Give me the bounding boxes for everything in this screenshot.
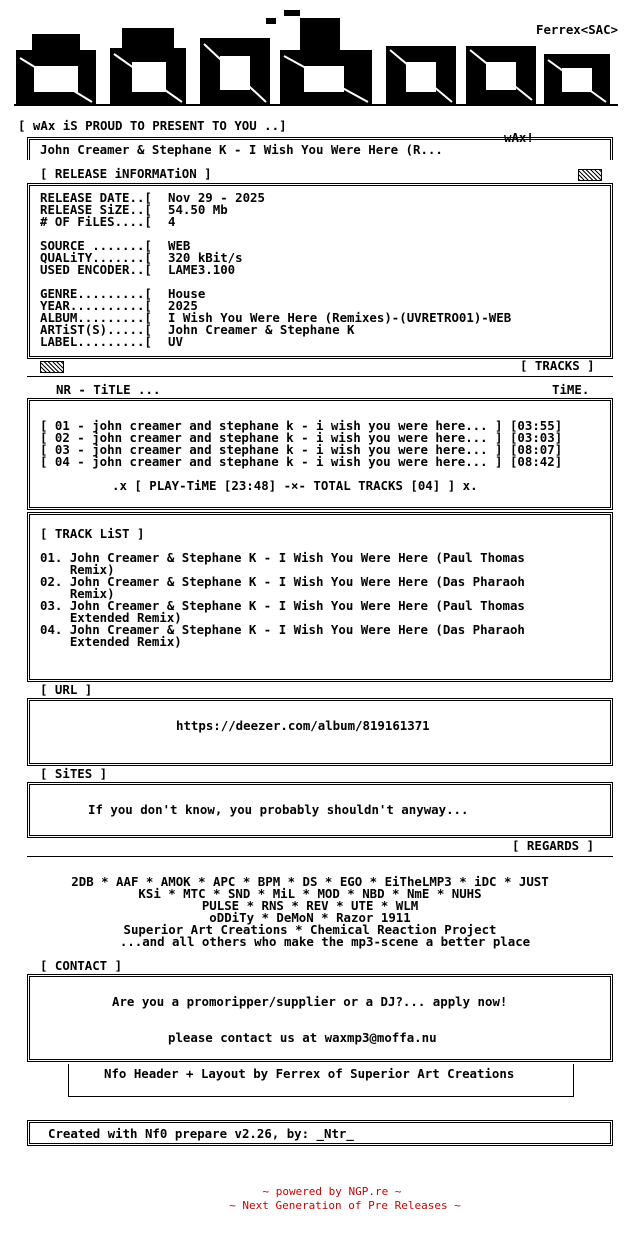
url-heading: [ URL ]: [40, 682, 93, 697]
contact-heading: [ CONTACT ]: [40, 958, 123, 973]
label-label: LABEL.........[: [40, 334, 152, 349]
regards-line: KSi * MTC * SND * MiL * MOD * NBD * NmE * NUHS: [138, 886, 482, 901]
tracklist-heading: [ TRACK LiST ]: [40, 526, 145, 541]
sites-heading: [ SiTES ]: [40, 766, 108, 781]
year-value: 2025: [168, 298, 198, 313]
album-label: ALBUM.........[: [40, 310, 152, 325]
artist-value: John Creamer & Stephane K: [168, 322, 355, 337]
shade-block: [40, 361, 64, 373]
author-tag: Ferrex<SAC>: [536, 22, 619, 37]
tracks-heading: [ TRACKS ]: [520, 358, 595, 373]
source-label: SOURCE .......[: [40, 238, 152, 253]
tracklist-item: 02. John Creamer & Stephane K - I Wish You Were Here (Das Pharaoh: [40, 574, 525, 589]
wax-ascii-logo: [14, 10, 618, 120]
genre-label: GENRE.........[: [40, 286, 152, 301]
tracklist-item: 04. John Creamer & Stephane K - I Wish You Were Here (Das Pharaoh: [40, 622, 525, 637]
label-value: UV: [168, 334, 183, 349]
tracks-summary: .x [ PLAY-TiME [23:48] -×- TOTAL TRACKS [04] ] x.: [112, 478, 478, 493]
contact-line-2: please contact us at waxmp3@moffa.nu: [168, 1030, 437, 1045]
col-time: TiME.: [552, 382, 590, 397]
source-value: WEB: [168, 238, 191, 253]
year-label: YEAR..........[: [40, 298, 152, 313]
regards-line: ...and all others who make the mp3-scene a better place: [119, 934, 531, 949]
tracklist-item-cont: Extended Remix): [40, 634, 182, 649]
tracklist-item: 03. John Creamer & Stephane K - I Wish You Were Here (Paul Thomas: [40, 598, 525, 613]
encoder-value: LAME3.100: [168, 262, 236, 277]
genre-value: House: [168, 286, 206, 301]
release-date-value: Nov 29 - 2025: [168, 190, 265, 205]
regards-line: PULSE * RNS * REV * UTE * WLM: [201, 898, 419, 913]
sites-text: If you don't know, you probably shouldn't anyway...: [88, 802, 469, 817]
release-date-label: RELEASE DATE..[: [40, 190, 152, 205]
regards-heading: [ REGARDS ]: [512, 838, 595, 853]
wax-tag: wAx!: [504, 130, 534, 145]
contact-line-1: Are you a promoripper/supplier or a DJ?... apply now!: [112, 994, 508, 1009]
regards-line: 2DB * AAF * AMOK * APC * BPM * DS * EGO * EiTheLMP3 * iDC * JUST: [71, 874, 549, 889]
regards-line: oDDiTy * DeMoN * Razor 1911: [209, 910, 411, 925]
files-label: # OF FiLES....[: [40, 214, 152, 229]
track-row: [ 04 - john creamer and stephane k - i wish you were here... ] [08:42]: [40, 454, 563, 469]
release-size-value: 54.50 Mb: [168, 202, 228, 217]
album-link[interactable]: https://deezer.com/album/819161371: [176, 718, 430, 733]
shade-block: [578, 169, 602, 181]
quality-value: 320 kBit/s: [168, 250, 243, 265]
divider: [27, 376, 613, 377]
release-info-heading: [ RELEASE iNFORMATiON ]: [40, 166, 212, 181]
tracklist-item-cont: Remix): [40, 586, 115, 601]
tracklist-item: 01. John Creamer & Stephane K - I Wish You Were Here (Paul Thomas: [40, 550, 525, 565]
powered-by[interactable]: ~ powered by NGP.re ~: [262, 1185, 402, 1198]
encoder-label: USED ENCODER..[: [40, 262, 152, 277]
quality-label: QUALiTY.......[: [40, 250, 152, 265]
proud-line: [ wAx iS PROUD TO PRESENT TO YOU ..]: [18, 118, 287, 133]
tracklist-item-cont: Remix): [40, 562, 115, 577]
track-row: [ 03 - john creamer and stephane k - i wish you were here... ] [08:07]: [40, 442, 563, 457]
artist-label: ARTiST(S).....[: [40, 322, 152, 337]
track-row: [ 01 - john creamer and stephane k - i wish you were here... ] [03:55]: [40, 418, 563, 433]
release-title: John Creamer & Stephane K - I Wish You Were Here (R...: [40, 142, 443, 157]
tracklist-item-cont: Extended Remix): [40, 610, 182, 625]
release-size-label: RELEASE SiZE..[: [40, 202, 152, 217]
track-row: [ 02 - john creamer and stephane k - i wish you were here... ] [03:03]: [40, 430, 563, 445]
contact-box: [27, 974, 613, 1062]
files-value: 4: [168, 214, 176, 229]
album-value: I Wish You Were Here (Remixes)-(UVRETRO01)-WEB: [168, 310, 512, 325]
regards-line: Superior Art Creations * Chemical Reaction Project: [123, 922, 497, 937]
created-with: Created with Nf0 prepare v2.26, by: _Ntr_: [48, 1126, 354, 1141]
layout-credit: Nfo Header + Layout by Ferrex of Superior Art Creations: [104, 1066, 515, 1081]
col-nr-title: NR - TiTLE ...: [56, 382, 161, 397]
divider: [27, 856, 613, 857]
footer-tagline: ~ Next Generation of Pre Releases ~: [229, 1199, 461, 1212]
